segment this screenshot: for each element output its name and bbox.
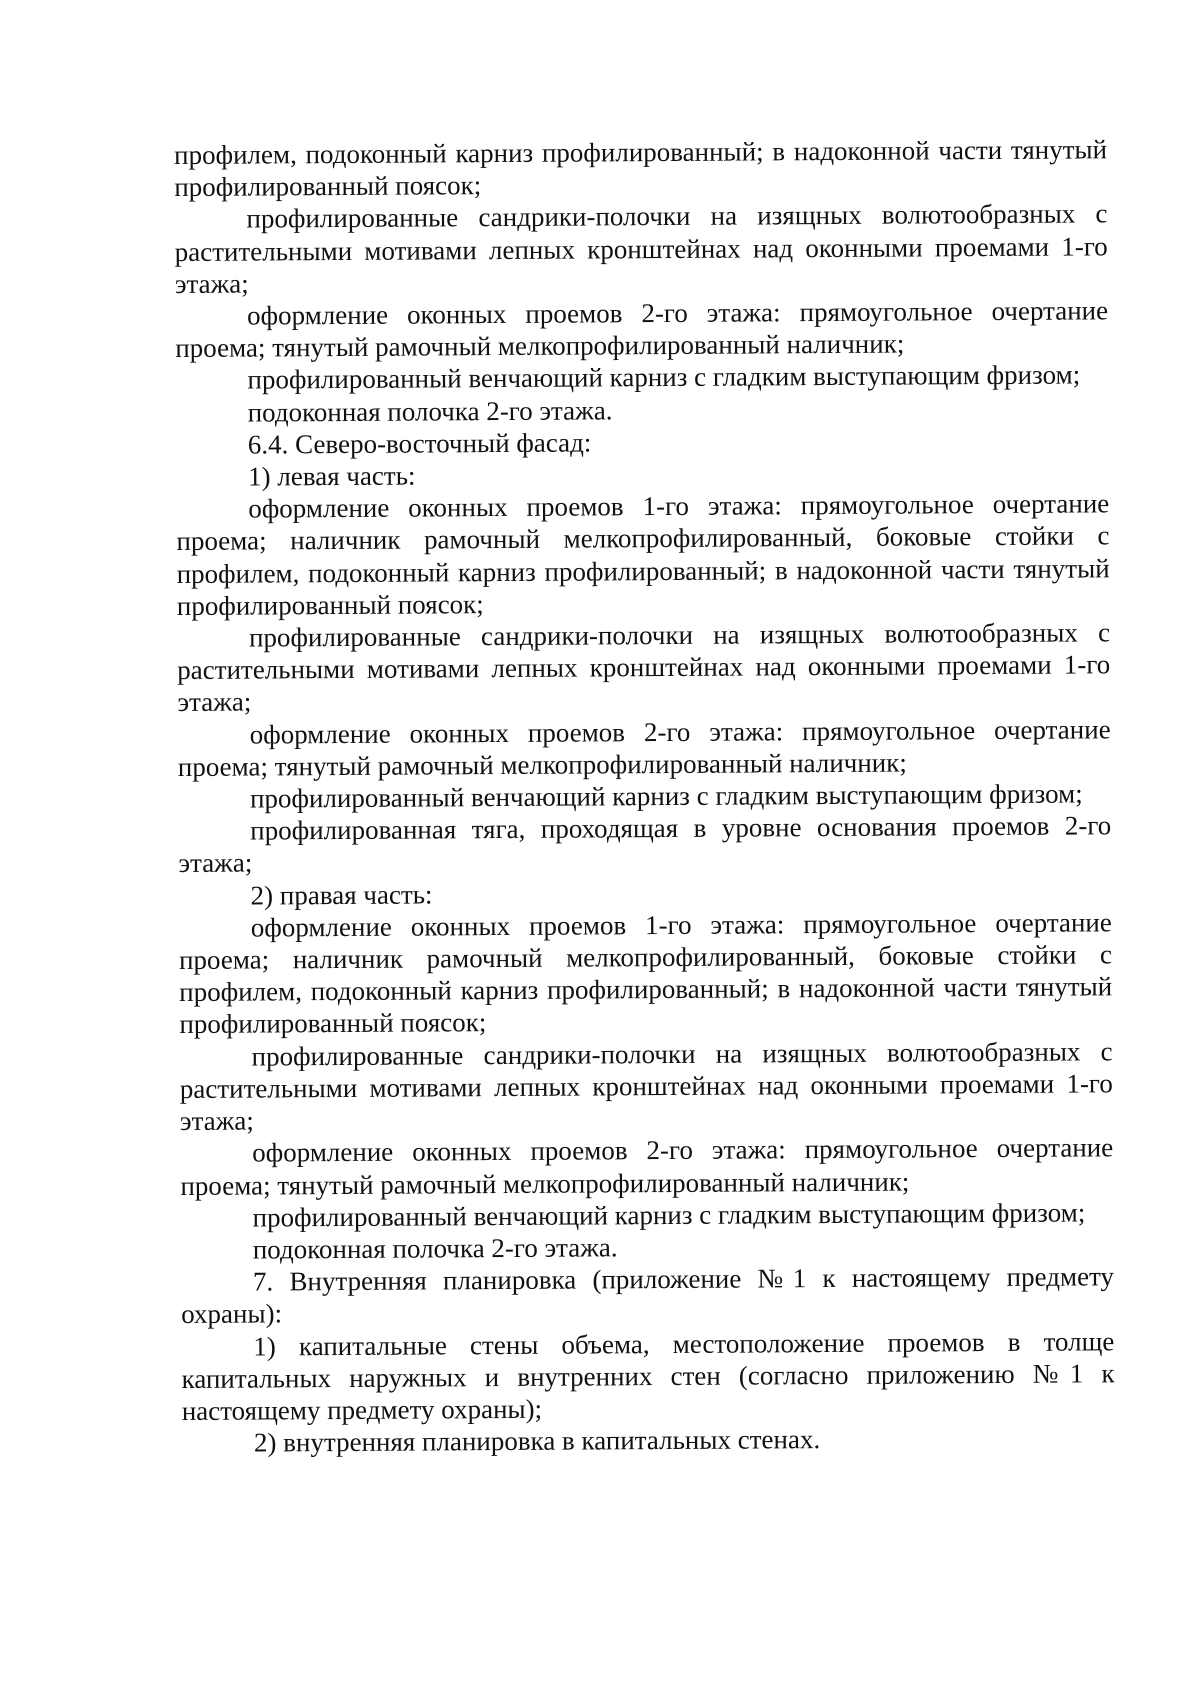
paragraph-windows-floor-2: оформление оконных проемов 2-го этажа: прямоугольное очертание проема; тянутый рамочный мелкопрофилированный наличник; [175, 295, 1109, 364]
paragraph-cornice: профилированный венчающий карниз с гладким выступающим фризом; [252, 1197, 1086, 1233]
paragraph-windows-floor-2: оформление оконных проемов 2-го этажа: прямоугольное очертание проема; тянутый рамочный мелкопрофилированный наличник; [180, 1132, 1114, 1201]
paragraph-windows-floor-2: оформление оконных проемов 2-го этажа: прямоугольное очертание проема; тянутый рамочный мелкопрофилированный наличник; [177, 713, 1111, 782]
section-heading-northeast-facade: 6.4. Северо-восточный фасад: [247, 427, 592, 460]
paragraph-profiled-rod: профилированная тяга, проходящая в уровне основания проемов 2-го этажа; [178, 810, 1112, 879]
paragraph-windows-floor-1: оформление оконных проемов 1-го этажа: прямоугольное очертание проема; наличник рамочный мелкопрофилированный, боковые стойки с профилем, подоконный карниз профилированный; в надоконной части тянутый профилированный поясок; [178, 907, 1113, 1040]
paragraph-cornice: профилированный венчающий карниз с гладким выступающим фризом; [247, 359, 1081, 395]
paragraph-windows-floor-1: оформление оконных проемов 1-го этажа: прямоугольное очертание проема; наличник рамочный мелкопрофилированный, боковые стойки с профилем, подоконный карниз профилированный; в надоконной части тянутый профилированный поясок; [176, 488, 1110, 621]
subsection-left-part: 1) левая часть: [247, 460, 416, 492]
paragraph-sandriki: профилированные сандрики-полочки на изящных волютообразных с растительными мотивами лепных кронштейнах над оконными проемами 1-го этажа; [177, 617, 1111, 718]
paragraph-sill-shelf: подоконная полочка 2-го этажа. [247, 394, 613, 428]
paragraph-sill-shelf: подоконная полочка 2-го этажа. [252, 1232, 618, 1265]
list-item-interior-layout: 2) внутренняя планировка в капитальных стенах. [253, 1424, 821, 1458]
paragraph-sandriki: профилированные сандрики-полочки на изящных волютообразных с растительными мотивами лепных кронштейнах над оконными проемами 1-го этажа; [179, 1035, 1113, 1137]
document-body [174, 133, 1115, 1459]
paragraph-cornice: профилированный венчающий карниз с гладким выступающим фризом; [249, 778, 1083, 814]
section-heading-interior-layout: 7. Внутренняя планировка (приложение №1 к настоящему предмету охраны): [181, 1261, 1115, 1330]
list-item-capital-walls: 1) капитальные стены объема, местоположение проемов в толще капитальных наружных и внутренних стен (согласно приложению №1 к настоящему предмету охраны); [181, 1325, 1115, 1426]
paragraph-sandriki: профилированные сандрики-полочки на изящных волютообразных с растительными мотивами лепных кронштейнах над оконными проемами 1-го этажа; [174, 198, 1108, 299]
paragraph-continued-description: профилем, подоконный карниз профилированный; в надоконной части тянутый профилированный поясок; [174, 134, 1108, 203]
subsection-right-part: 2) правая часть: [250, 879, 433, 911]
